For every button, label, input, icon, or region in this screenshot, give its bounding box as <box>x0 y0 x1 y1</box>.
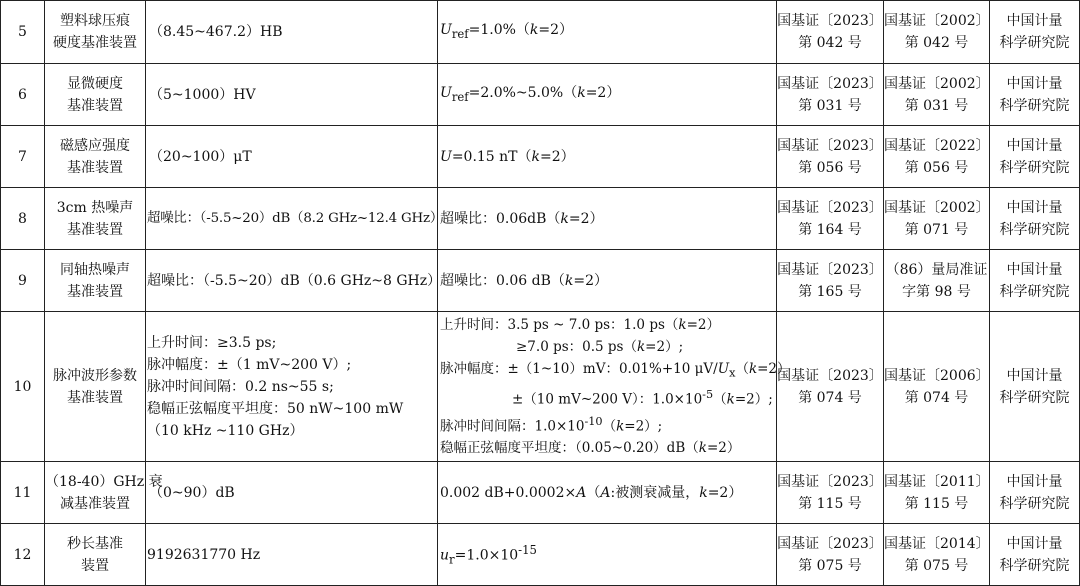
row-number: 7 <box>1 126 45 188</box>
table-row <box>1 126 1080 188</box>
device-name: 磁感应强度 基准装置 <box>45 126 146 188</box>
measurement-range: 超噪比：（-5.5~20）dB（8.2 GHz~12.4 GHz） <box>146 188 438 250</box>
table-row <box>1 524 1080 586</box>
certificate-2023: 国基证〔2023〕 第 074 号 <box>777 312 884 462</box>
measurement-range: （5~1000）HV <box>146 64 438 126</box>
table-row <box>1 64 1080 126</box>
row-number: 12 <box>1 524 45 586</box>
row-number: 5 <box>1 1 45 64</box>
certificate-original: 国基证〔2014〕 第 075 号 <box>884 524 990 586</box>
certificate-2023: 国基证〔2023〕 第 075 号 <box>777 524 884 586</box>
device-name: （18-40）GHz 衰 减基准装置 <box>45 462 146 524</box>
certificate-2023: 国基证〔2023〕 第 042 号 <box>777 1 884 64</box>
measurement-range: 上升时间：≥3.5 ps; 脉冲幅度：±（1 mV~200 V）; 脉冲时间间隔：0.2 ns~55 s; 稳幅正弦幅度平坦度：50 nW~100 mW （10 kHz ~110 GHz） <box>146 312 438 462</box>
table-row <box>1 250 1080 312</box>
certificate-2023: 国基证〔2023〕 第 165 号 <box>777 250 884 312</box>
certificate-original: 国基证〔2002〕 第 042 号 <box>884 1 990 64</box>
measurement-range: （0~90）dB <box>146 462 438 524</box>
certificate-original: 国基证〔2002〕 第 071 号 <box>884 188 990 250</box>
uncertainty: 0.002 dB+0.0002×A（A:被测衰减量，k=2） <box>438 462 777 524</box>
certificate-original: 国基证〔2006〕 第 074 号 <box>884 312 990 462</box>
device-name: 显微硬度 基准装置 <box>45 64 146 126</box>
row-number: 9 <box>1 250 45 312</box>
row-number: 10 <box>1 312 45 462</box>
uncertainty: 超噪比：0.06 dB（k=2） <box>438 250 777 312</box>
uncertainty: $U_{ref}=2.0\%\sim 5.0\%(k=2)$ <box>438 64 777 126</box>
measurement-range: （8.45~467.2）HB <box>146 1 438 64</box>
certificate-original: 国基证〔2002〕 第 031 号 <box>884 64 990 126</box>
certificate-2023: 国基证〔2023〕 第 115 号 <box>777 462 884 524</box>
measurement-range: 超噪比：（-5.5~20）dB（0.6 GHz~8 GHz） <box>146 250 438 312</box>
certificate-original: 国基证〔2022〕 第 056 号 <box>884 126 990 188</box>
certificate-2023: 国基证〔2023〕 第 056 号 <box>777 126 884 188</box>
organization: 中国计量 科学研究院 <box>990 126 1080 188</box>
organization: 中国计量 科学研究院 <box>990 524 1080 586</box>
organization: 中国计量 科学研究院 <box>990 188 1080 250</box>
table-row <box>1 312 1080 462</box>
uncertainty: 超噪比：0.06dB（k=2） <box>438 188 777 250</box>
organization: 中国计量 科学研究院 <box>990 462 1080 524</box>
organization: 中国计量 科学研究院 <box>990 312 1080 462</box>
table-row <box>1 188 1080 250</box>
device-name: 塑料球压痕 硬度基准装置 <box>45 1 146 64</box>
organization: 中国计量 科学研究院 <box>990 64 1080 126</box>
device-name: 秒长基准 装置 <box>45 524 146 586</box>
table-row <box>1 462 1080 524</box>
device-name: 同轴热噪声 基准装置 <box>45 250 146 312</box>
organization: 中国计量 科学研究院 <box>990 250 1080 312</box>
certificate-2023: 国基证〔2023〕 第 164 号 <box>777 188 884 250</box>
certificate-original: 国基证〔2011〕 第 115 号 <box>884 462 990 524</box>
uncertainty: $u_r=1.0\times 10^{-15}$ <box>438 524 777 586</box>
certificate-2023: 国基证〔2023〕 第 031 号 <box>777 64 884 126</box>
row-number: 11 <box>1 462 45 524</box>
uncertainty: $U_{ref}=1.0\%(k=2)$ <box>438 1 777 64</box>
measurement-range: （20~100）μT <box>146 126 438 188</box>
device-name: 脉冲波形参数 基准装置 <box>45 312 146 462</box>
certificate-original: （86）量局准证 字第 98 号 <box>884 250 990 312</box>
table-row <box>1 1 1080 64</box>
organization: 中国计量 科学研究院 <box>990 1 1080 64</box>
uncertainty: U=0.15 nT（k=2） <box>438 126 777 188</box>
measurement-range: 9192631770 Hz <box>146 524 438 586</box>
row-number: 6 <box>1 64 45 126</box>
device-name: 3cm 热噪声 基准装置 <box>45 188 146 250</box>
uncertainty: 上升时间：3.5 ps ~ 7.0 ps：1.0 ps（k=2） ≥7.0 ps：0.5 ps（k=2）; 脉冲幅度：±（1~10）mV：0.01%+10 $\mu V/U_x(k=2)$ ±（10 mV~200 V）：$1.0\times 10^{-5}(k=2)$; 脉冲时间间隔：$1.0\times 10^{-10}(k=2)$; 稳幅正弦幅度平坦度：（0.05~0.20）dB（k=2） <box>438 312 777 462</box>
row-number: 8 <box>1 188 45 250</box>
